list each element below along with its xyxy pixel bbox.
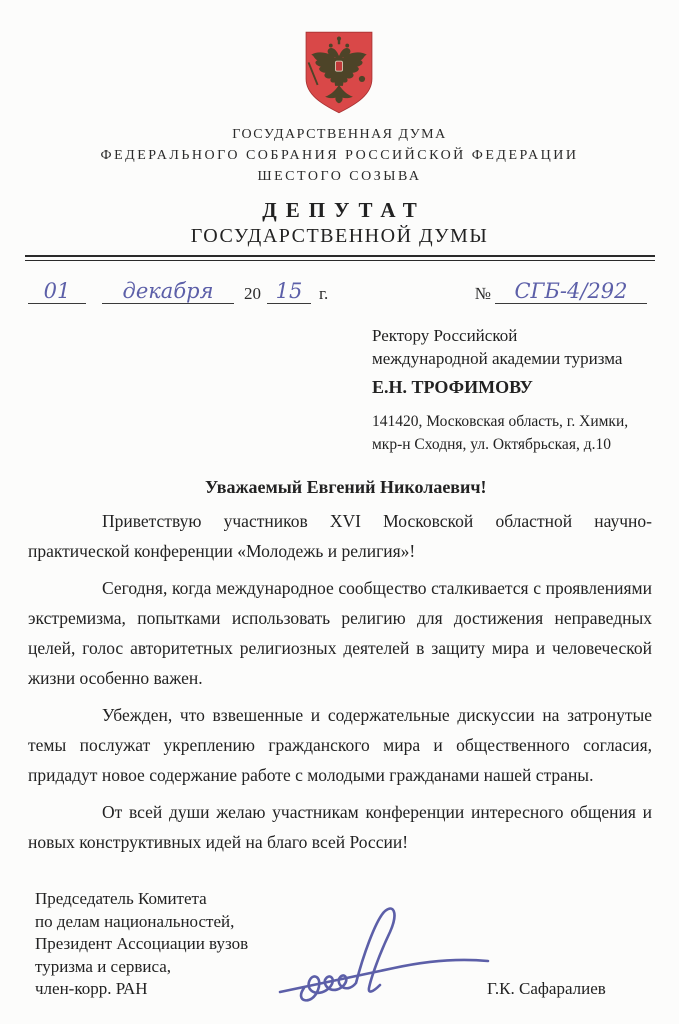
body-paragraph-2: Сегодня, когда международное сообщество сталкивается с проявлениями экстремизма, попытками использовать религию для достижения неправедных целей, голос авторитетных религиозных деятелей в защиту мира и человеческой жизни особенно важен. (28, 578, 652, 688)
reference-row (28, 270, 652, 304)
double-rule-divider (25, 255, 655, 261)
body-paragraph-4: От всей души желаю участникам конференции интересного общения и новых конструктивных идей на благо всей России! (28, 802, 652, 852)
letter-body (28, 506, 652, 857)
signer-title-line2: по делам национальностей, (35, 911, 235, 931)
date-day-handwritten: 01 (28, 279, 86, 304)
signer-title-line1: Председатель Комитета (35, 889, 207, 908)
coat-of-arms-russia-icon (300, 28, 378, 116)
date-field (28, 279, 328, 304)
date-century-printed: 20 (244, 284, 261, 303)
signer-name: Г.К. Сафаралиев (487, 979, 606, 998)
addressee-postal-address (372, 410, 662, 456)
address-line2: мкр-н Сходня, ул. Октябрьская, д.10 (372, 436, 611, 453)
deputy-title: ДЕПУТАТ (262, 198, 426, 222)
signer-title-line3: Президент Ассоциации вузов (35, 934, 249, 953)
addressee-block (372, 324, 662, 456)
signature-ink (276, 892, 494, 1010)
addressee-line1: Ректору Российской (372, 326, 518, 345)
signer-title-line4: туризма и сервиса, (35, 956, 172, 976)
date-suffix-printed: г. (319, 284, 329, 303)
org-name-line2: ФЕДЕРАЛЬНОГО СОБРАНИЯ РОССИЙСКОЙ ФЕДЕРАЦИИ (100, 148, 579, 163)
duma-subtitle: ГОСУДАРСТВЕННОЙ ДУМЫ (190, 225, 489, 247)
body-paragraph-1: Приветствую участников XVI Московской областной научно-практической конференции «Молодежь и религия»! (28, 511, 652, 561)
date-year-handwritten: 15 (267, 279, 311, 304)
org-name-line1: ГОСУДАРСТВЕННАЯ ДУМА (232, 127, 447, 142)
addressee-name: Е.Н. ТРОФИМОВУ (372, 377, 533, 397)
addressee-line2: международной академии туризма (372, 349, 623, 368)
number-label: № (474, 284, 491, 303)
org-name-line3: ШЕСТОГО СОЗЫВА (257, 169, 422, 184)
outgoing-number-field (475, 279, 647, 304)
number-value-handwritten: СГБ-4/292 (495, 279, 647, 304)
address-line1: 141420, Московская область, г. Химки, (372, 413, 629, 430)
signer-title-block (35, 888, 248, 1001)
signer-title-line5: член-корр. РАН (35, 979, 148, 998)
salutation: Уважаемый Евгений Николаевич! (205, 477, 487, 497)
date-month-handwritten: декабря (102, 279, 234, 304)
letterhead (0, 124, 679, 248)
body-paragraph-3: Убежден, что взвешенные и содержательные дискуссии на затронутые темы послужат укреплению гражданского мира и общественного согласия, придадут новое содержание работе с молодыми гражданами нашей страны. (28, 705, 652, 785)
